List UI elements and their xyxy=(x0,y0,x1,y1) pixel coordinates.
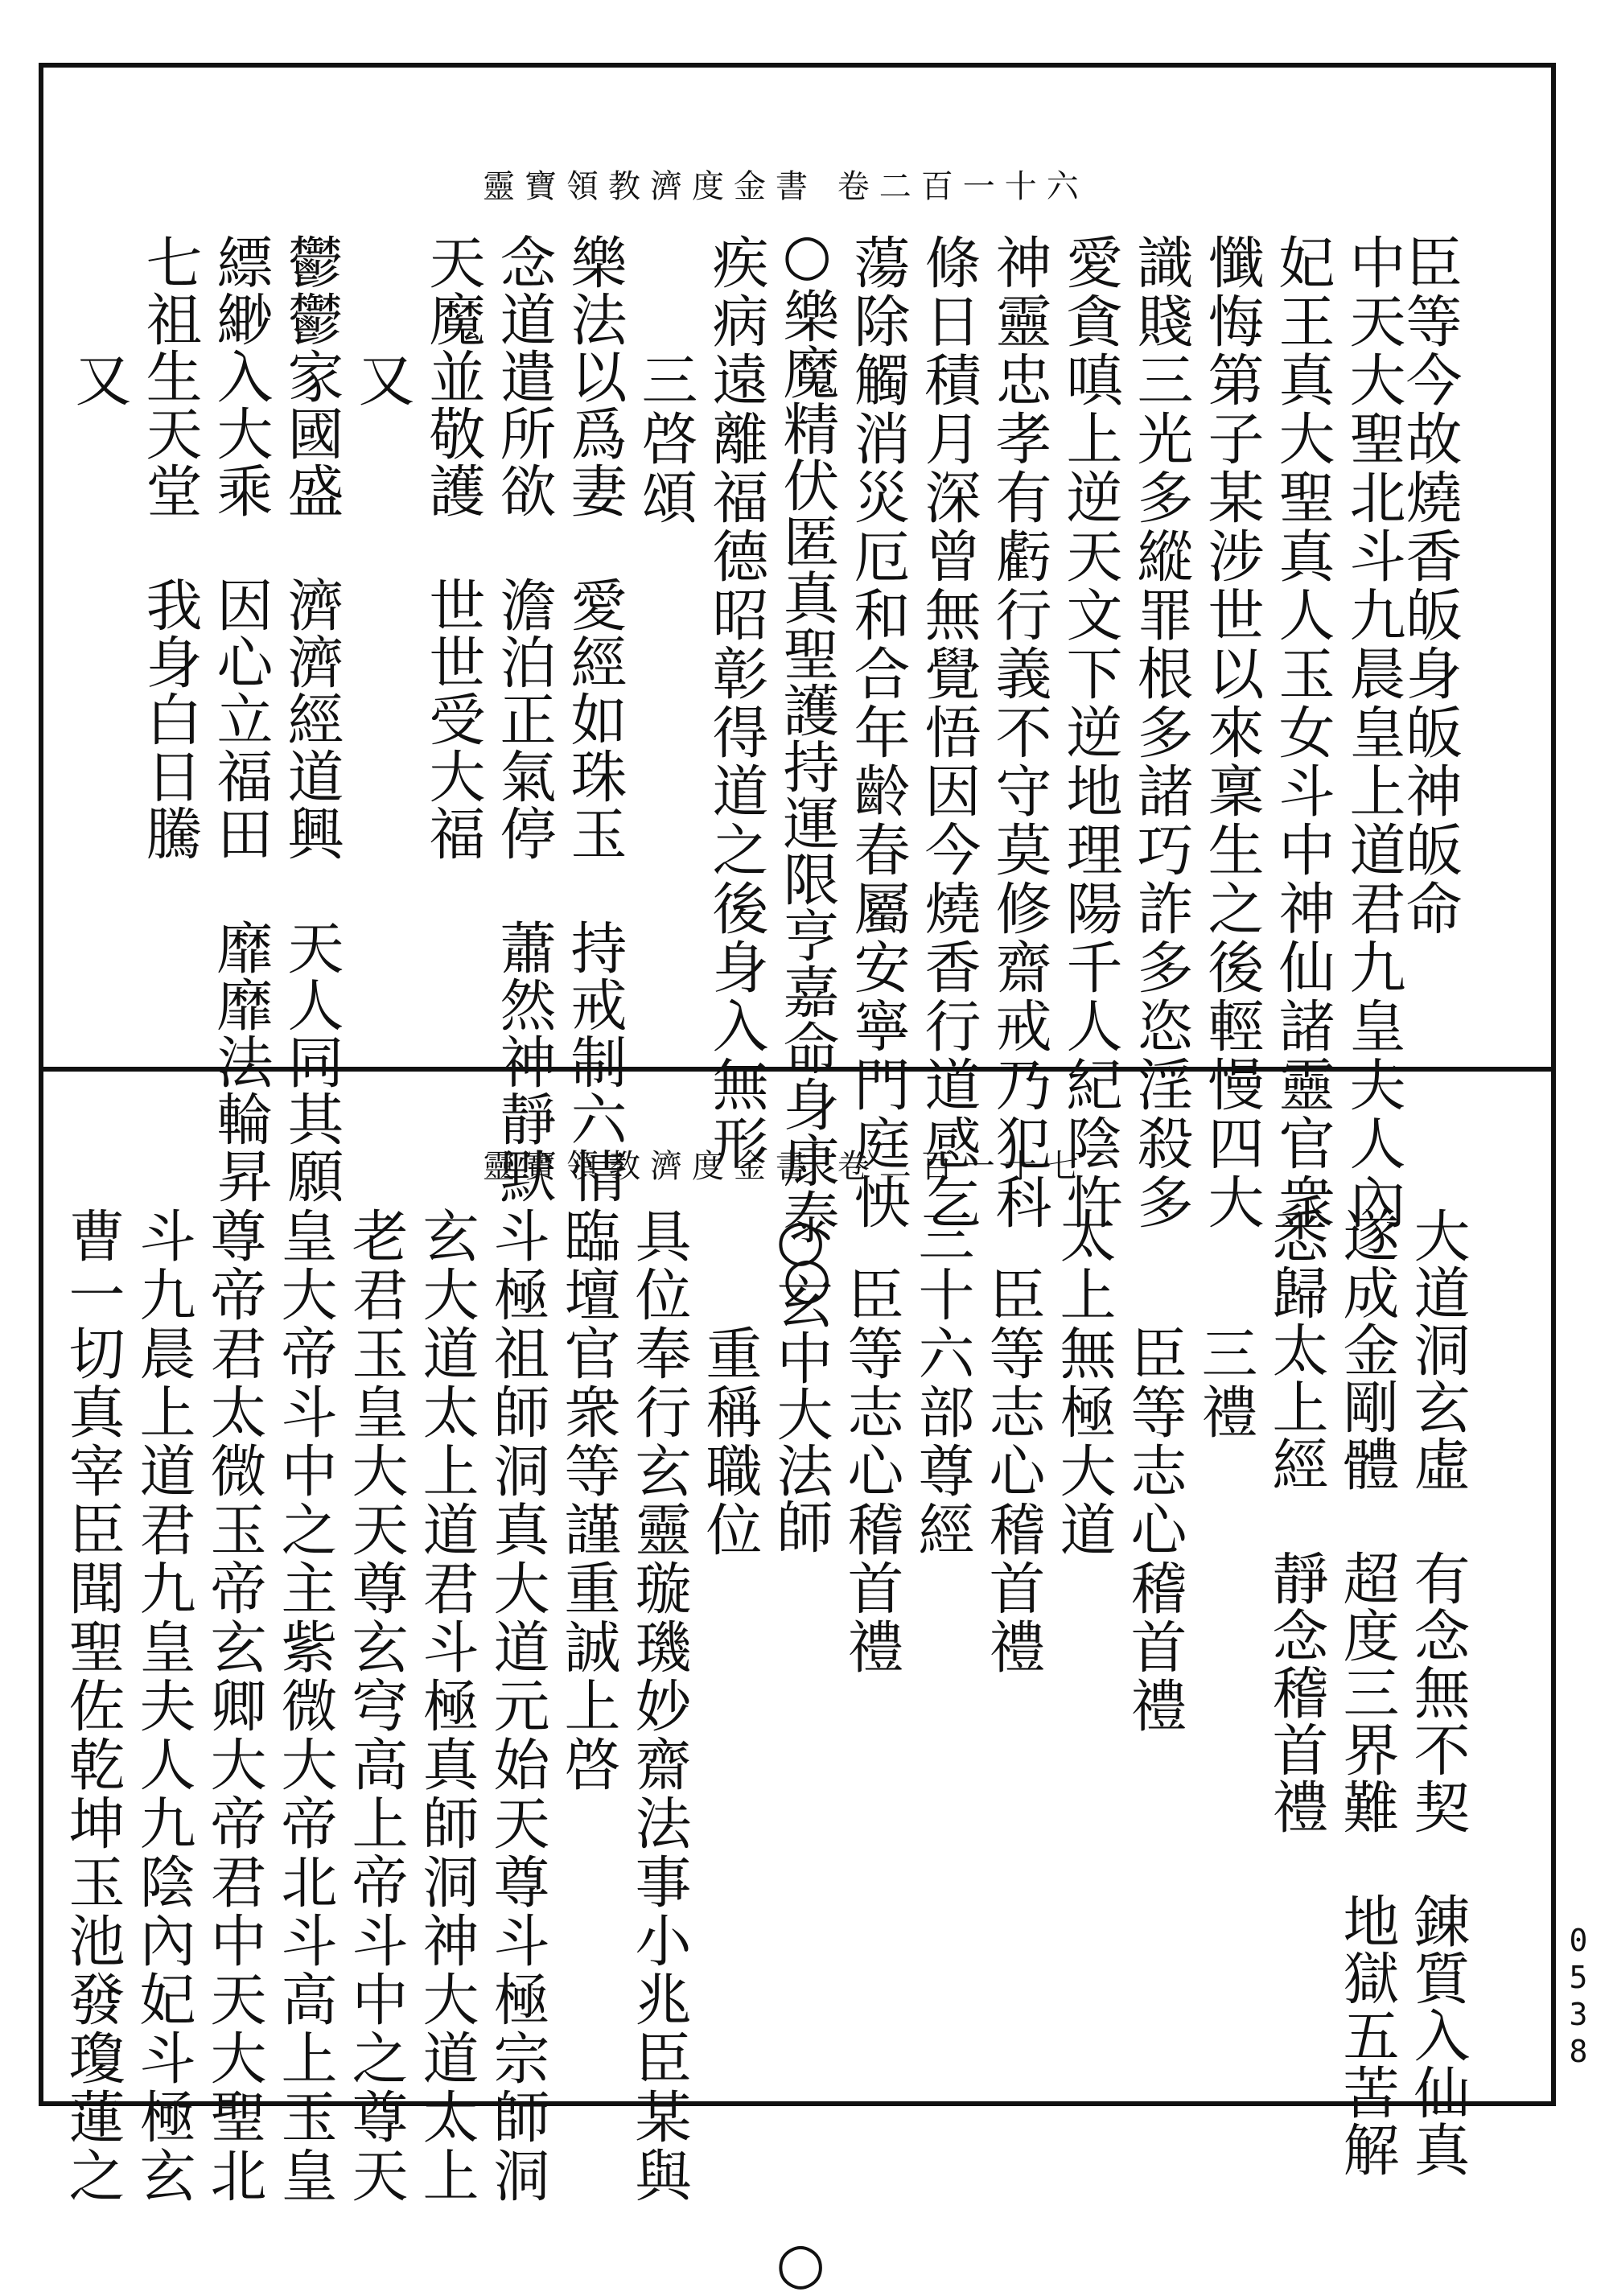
text-column: 中天大聖北斗九晨皇上道君九皇夫人內 xyxy=(1340,233,1406,1232)
text-column: 重稱職位 xyxy=(697,1207,763,1559)
text-column: 樂法以爲妻 愛經如珠玉 持戒制六情 xyxy=(562,233,628,1204)
text-column: 念道遣所欲 澹泊正氣停 蕭然神靜默 xyxy=(491,233,557,1204)
text-column: 斗九晨上道君九皇夫人九陰內妃斗極玄 xyxy=(130,1207,196,2205)
text-column: 識賤三光多縱罪根多諸巧詐多恣淫殺多 xyxy=(1128,233,1194,1232)
text-column: ○玄中大法師 ○ xyxy=(767,1207,833,2296)
text-column: 妃王真大聖真人玉女斗中神仙諸靈官衆 xyxy=(1270,233,1335,1232)
text-column: 具位奉行玄靈璇璣妙齋法事小兆臣某與 xyxy=(626,1207,692,2205)
text-column: 臣等志心稽首禮 xyxy=(838,1207,904,1677)
text-column: 斗極祖師洞真大道元始天尊斗極宗師洞 xyxy=(484,1207,550,2205)
text-column: 大道洞玄虛 有念無不契 錬質入仙真 xyxy=(1405,1207,1471,2178)
top-header: 靈寶領教濟度金書 卷二百一十六 xyxy=(483,168,1088,205)
text-column: 七祖生天堂 我身白日騰 xyxy=(137,233,203,862)
text-column: 愛貪嗔上逆天文下逆地理陽千人紀陰忤 xyxy=(1057,233,1123,1232)
text-column: 又 xyxy=(66,233,132,409)
text-column: 蕩除觸消災厄和合年齡春屬安寧門庭怏 xyxy=(845,233,911,1232)
text-column: 臣等志心稽首禮 xyxy=(980,1207,1046,1677)
text-column: 懺悔第子某涉世以來稟生之後輕慢四大 xyxy=(1199,233,1265,1232)
text-column: 臣等志心稽首禮 xyxy=(1121,1207,1187,1735)
page-number: 0538 xyxy=(1561,1923,1596,2071)
text-column: 縹緲入大乘 因心立福田 靡靡法輪昇 xyxy=(208,233,274,1204)
text-column: 條日積月深曾無覺悟因今燒香行道感乞 xyxy=(916,233,981,1232)
text-column: 三禮 xyxy=(1192,1207,1258,1442)
bottom-header: 靈寶領教濟度金書 卷二百一十七 xyxy=(483,1148,1088,1185)
text-column: 疾病遠離福德昭彰得道之後身入無形 xyxy=(703,233,769,1173)
text-column: 遂成金剛體 超度三界難 地獄五苦解 xyxy=(1334,1207,1400,2178)
text-column: 臣等今故燒香皈身皈神皈命 xyxy=(1397,233,1463,938)
text-column: 臨壇官衆等謹重誠上啓 xyxy=(555,1207,621,1794)
text-column: 天魔並敬護 世世受大福 xyxy=(420,233,486,862)
text-column: 三啓頌 xyxy=(632,233,698,527)
text-column: 尊帝君太微玉帝玄卿大帝君中天大聖北 xyxy=(201,1207,267,2205)
text-column: 又 xyxy=(349,233,415,409)
text-column: 鬱鬱家國盛 濟濟經道興 天人同其願 xyxy=(278,233,344,1204)
text-column: 老君玉皇大天尊玄穹高上帝斗中之尊天 xyxy=(343,1207,409,2205)
text-column: ○樂魔精伏匿真聖護持運限亨嘉命身康泰○ xyxy=(774,221,840,1311)
text-column: 悉歸太上經 靜念稽首禮 xyxy=(1263,1207,1329,1835)
text-column: 皇大帝斗中之主紫微大帝北斗高上玉皇 xyxy=(272,1207,338,2205)
text-column: 玄大道太上道君斗極真師洞神大道太上 xyxy=(414,1207,479,2205)
text-column: 太上無極大道 xyxy=(1051,1207,1117,1559)
text-column: 三十六部尊經 xyxy=(909,1207,975,1559)
text-column: 曹一切真宰臣聞聖佐乾坤玉池發瓊蓮之 xyxy=(60,1207,126,2205)
text-column: 神靈忠孝有虧行義不守莫修齋戒乃犯科 xyxy=(986,233,1052,1232)
